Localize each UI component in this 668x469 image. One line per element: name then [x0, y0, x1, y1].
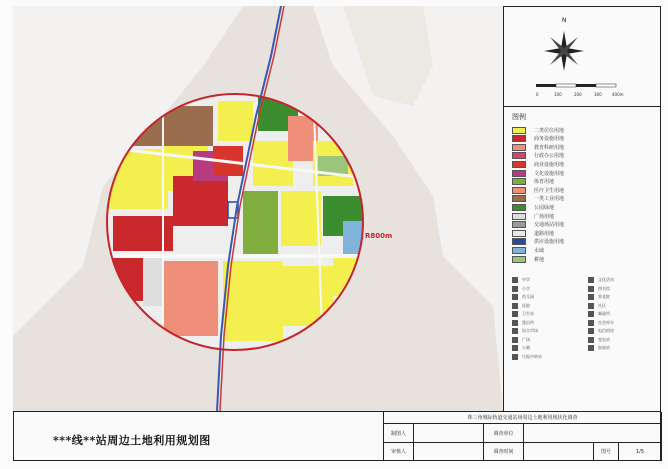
legend-label: 医疗卫生用地 [534, 187, 565, 194]
symbol-label: 垃圾中转站 [522, 353, 542, 359]
map-area [13, 6, 503, 411]
legend-item [512, 135, 564, 143]
legend-swatch [512, 238, 526, 245]
facility-symbol-icon [512, 286, 518, 292]
right-panel [503, 6, 661, 411]
facility-symbol-icon [588, 328, 594, 334]
facility-symbol-icon [588, 320, 594, 326]
legend-item [512, 186, 564, 194]
symbol-item [588, 276, 614, 284]
legend-label: 道路用地 [534, 230, 555, 237]
scale-bar [536, 84, 624, 97]
facility-symbol-icon [588, 337, 594, 343]
facility-symbol-icon [512, 311, 518, 317]
facility-symbol-icon [512, 337, 518, 343]
land-use-map [13, 6, 503, 411]
symbol-label: 图书馆 [598, 285, 610, 291]
symbol-item [512, 302, 530, 310]
symbol-label: 幼儿园 [522, 294, 534, 299]
legend-swatch [512, 204, 526, 211]
symbol-item [512, 310, 534, 318]
symbol-label: 加油站 [598, 345, 610, 350]
legend-label: 交通场站用地 [534, 222, 565, 229]
legend-label: 水域 [534, 247, 545, 254]
symbol-label: 中学 [522, 277, 530, 282]
svg-text:100: 100 [554, 92, 562, 97]
legend-item [512, 143, 564, 151]
legend-title: 图例 [512, 113, 526, 121]
legend-label: 公园绿地 [534, 204, 555, 211]
symbol-label: 变电站 [598, 336, 610, 342]
legend-item [512, 229, 554, 237]
facility-symbol-icon [512, 303, 518, 309]
svg-text:0: 0 [536, 92, 539, 97]
legend-item [512, 255, 544, 263]
facility-symbol-icon [512, 294, 518, 300]
title-block [13, 411, 661, 461]
symbol-item [588, 319, 614, 327]
legend-item [512, 246, 544, 254]
legend-swatch [512, 256, 526, 263]
symbol-item [588, 302, 606, 310]
legend-swatch [512, 135, 526, 142]
legend-item [512, 126, 564, 134]
north-arrow-icon [504, 6, 661, 106]
compass-block [504, 6, 661, 107]
legend-item [512, 195, 564, 203]
legend-label: 二类居住用地 [534, 127, 565, 134]
symbol-label: 养老院 [598, 294, 610, 299]
symbol-label: 卫生站 [522, 311, 534, 316]
symbol-label: 综合市场 [522, 328, 538, 333]
facility-symbol-icon [512, 328, 518, 334]
legend-swatch [512, 195, 526, 202]
symbol-item [512, 293, 534, 301]
legend-label: 文化设施用地 [534, 170, 565, 177]
symbol-item [512, 336, 530, 344]
svg-text:300: 300 [594, 92, 602, 97]
legend-swatch [512, 144, 526, 151]
legend-swatch [512, 178, 526, 185]
facility-symbol-icon [512, 345, 518, 351]
legend-label: 耕地 [534, 256, 545, 263]
legend-label: 一类工业用地 [534, 196, 565, 203]
legend-item [512, 178, 554, 186]
symbol-item [512, 319, 534, 327]
symbol-item [588, 310, 610, 318]
facility-symbol-icon [588, 294, 594, 300]
legend-label: 商务设施用地 [534, 136, 565, 143]
radius-label: R800m [365, 232, 393, 240]
legend-label: 商业设施用地 [534, 161, 565, 168]
facility-symbol-icon [588, 345, 594, 351]
legend-swatch [512, 170, 526, 177]
symbol-label: 电信机房 [598, 328, 614, 333]
page-title: ***线**站周边土地利用规划图 [53, 434, 211, 447]
svg-text:400m: 400m [612, 92, 624, 97]
legend-item [512, 238, 564, 246]
legend-label: 行政办公用地 [534, 153, 565, 160]
symbol-label: 广场 [522, 336, 530, 342]
symbol-label: 医院 [522, 302, 530, 308]
symbol-item [512, 327, 538, 335]
facility-symbol-icon [512, 277, 518, 283]
legend [504, 106, 661, 411]
facility-symbol-icon [588, 277, 594, 283]
symbol-label: 公厕 [522, 345, 530, 350]
symbol-label: 社会停车 [598, 319, 614, 325]
legend-item [512, 160, 564, 168]
legend-swatch [512, 213, 526, 220]
symbol-item [588, 293, 610, 301]
legend-label: 广场用地 [534, 213, 555, 220]
symbol-label: 文化活动 [598, 277, 614, 282]
symbol-label: 社区 [598, 302, 606, 308]
project-name: 珠三角城际轨道交通站场周边土地利用现状化调查 [384, 412, 662, 424]
symbol-label: 小学 [522, 285, 530, 291]
legend-item [512, 152, 564, 160]
facility-symbol-icon [512, 354, 518, 360]
legend-label: 体育用地 [534, 179, 555, 186]
legend-item [512, 212, 554, 220]
legend-swatch [512, 161, 526, 168]
legend-item [512, 203, 554, 211]
title-table: 珠三角城际轨道交通站场周边土地利用现状化调查 制图人 调查单位 审核人 调查时间 图号 1/5 [383, 412, 662, 461]
symbol-item [512, 285, 530, 293]
legend-swatch [512, 230, 526, 237]
legend-swatch [512, 221, 526, 228]
legend-item [512, 221, 564, 229]
symbol-label: 邮政所 [598, 311, 610, 316]
symbol-item [588, 285, 610, 293]
legend-label: 供应设施用地 [534, 239, 565, 246]
symbol-item [588, 344, 610, 352]
svg-text:200: 200 [574, 92, 582, 97]
facility-symbol-icon [588, 311, 594, 317]
symbol-label: 派出所 [522, 319, 534, 325]
symbol-item [512, 344, 530, 352]
facility-symbol-icon [512, 320, 518, 326]
legend-swatch [512, 187, 526, 194]
legend-item [512, 169, 564, 177]
symbol-item [512, 276, 530, 284]
symbol-item [512, 353, 542, 361]
legend-swatch [512, 247, 526, 254]
facility-symbol-icon [588, 303, 594, 309]
legend-swatch [512, 127, 526, 134]
legend-swatch [512, 152, 526, 159]
legend-label: 教育科研用地 [534, 144, 565, 151]
symbol-item [588, 336, 610, 344]
symbol-item [588, 327, 614, 335]
svg-text:N: N [562, 17, 567, 24]
facility-symbol-icon [588, 286, 594, 292]
